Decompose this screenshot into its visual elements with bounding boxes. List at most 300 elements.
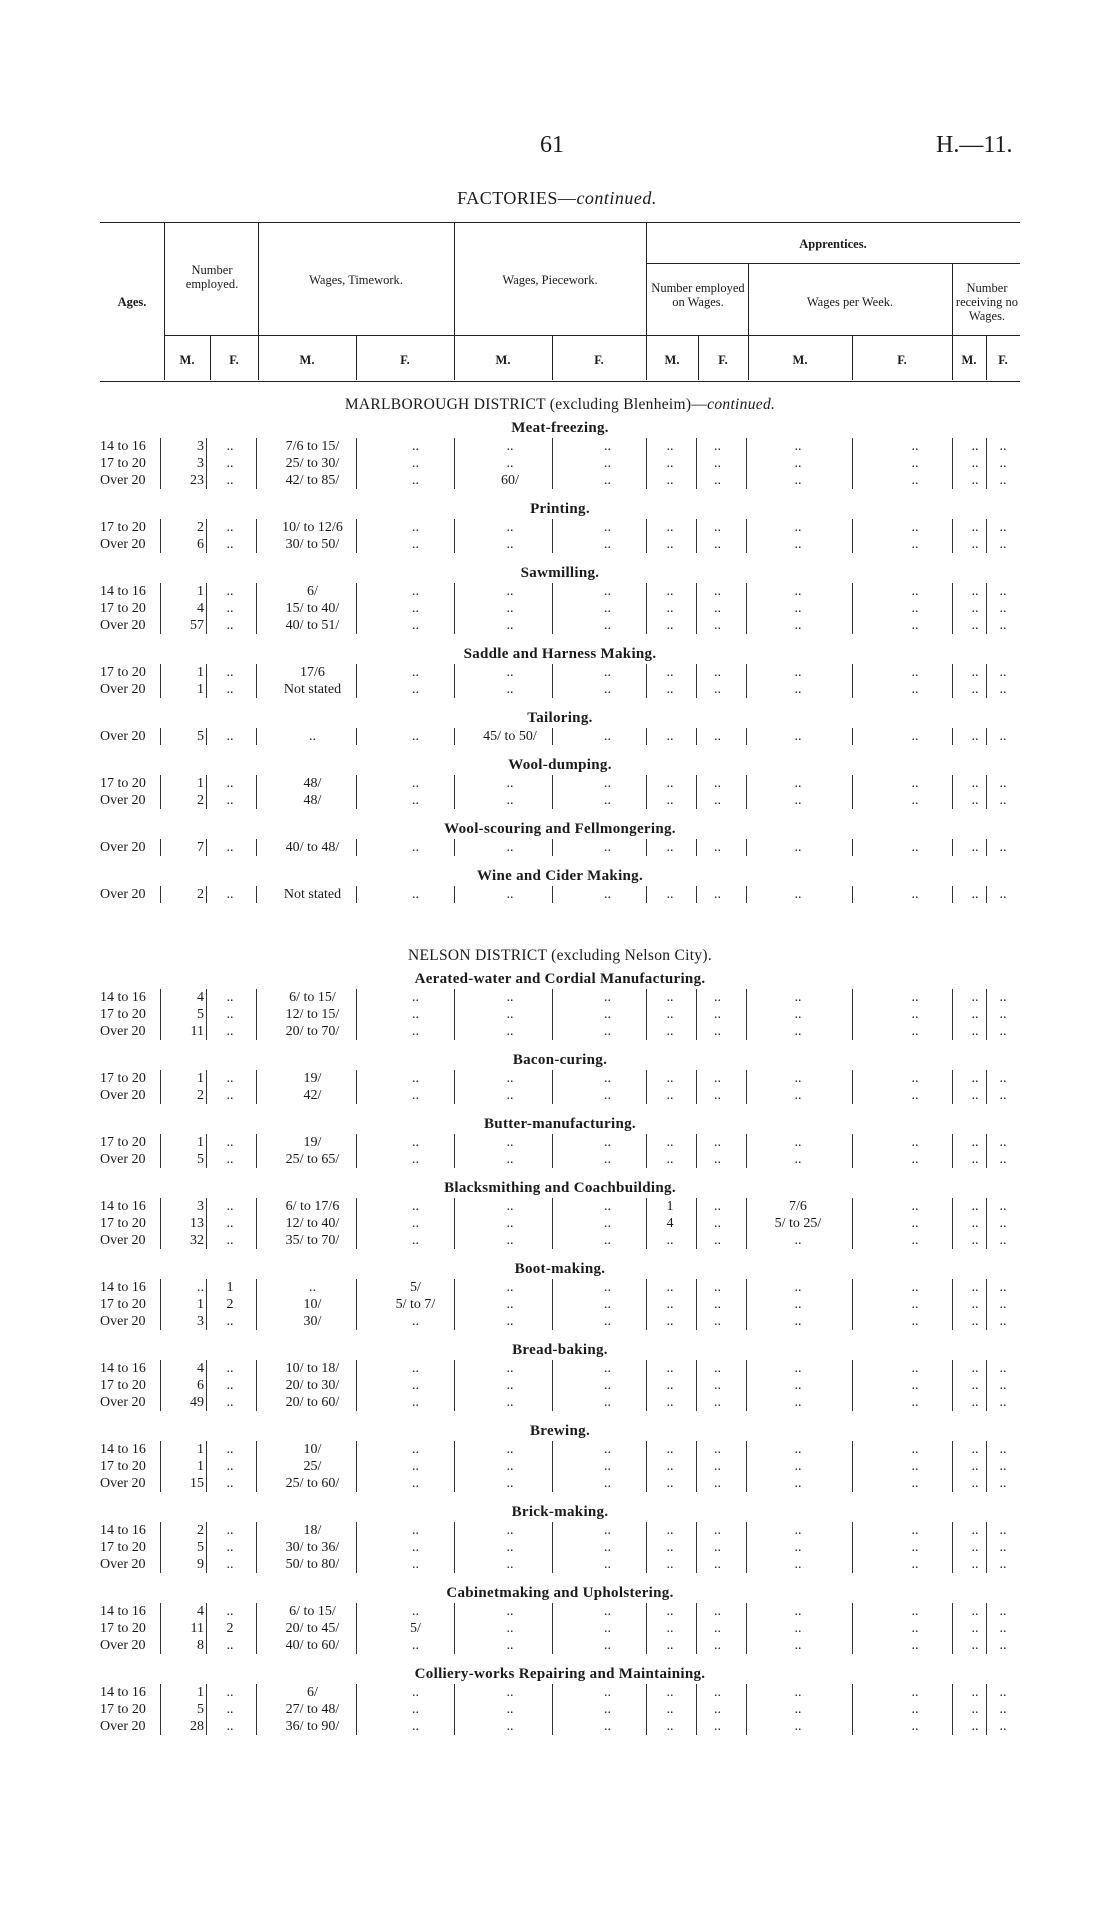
cell-age: 14 to 16 bbox=[100, 1280, 146, 1295]
cell-age: Over 20 bbox=[100, 793, 146, 808]
cell-nrm: .. bbox=[971, 1314, 979, 1329]
cell-nrf: .. bbox=[999, 520, 1007, 535]
cell-wtm: 50/ to 80/ bbox=[285, 1557, 340, 1572]
cell-nrf: .. bbox=[999, 1378, 1007, 1393]
cell-awm: .. bbox=[794, 1540, 802, 1555]
cell-am: .. bbox=[666, 1152, 674, 1167]
cell-am: .. bbox=[666, 1378, 674, 1393]
cell-wpm: .. bbox=[506, 1685, 514, 1700]
cell-nf: .. bbox=[226, 1476, 234, 1491]
cell-age: 17 to 20 bbox=[100, 1135, 146, 1150]
table-row bbox=[100, 1684, 1020, 1701]
table-row bbox=[100, 1701, 1020, 1718]
table-row bbox=[100, 1522, 1020, 1539]
cell-nrf: .. bbox=[999, 1719, 1007, 1734]
cell-wpf: .. bbox=[604, 456, 611, 471]
column-rule bbox=[746, 775, 747, 792]
cell-wpf: .. bbox=[604, 1442, 611, 1457]
column-rule bbox=[852, 536, 853, 553]
cell-nm: 11 bbox=[190, 1621, 204, 1636]
cell-nf: 2 bbox=[226, 1297, 234, 1312]
cell-wtf: .. bbox=[412, 1152, 419, 1167]
cell-am: .. bbox=[666, 1395, 674, 1410]
cell-wtf: .. bbox=[412, 1557, 419, 1572]
cell-wtf: .. bbox=[412, 793, 419, 808]
cell-nrm: .. bbox=[971, 1557, 979, 1572]
cell-wpm: .. bbox=[506, 665, 514, 680]
cell-am: .. bbox=[666, 682, 674, 697]
cell-nf: .. bbox=[226, 1233, 234, 1248]
column-rule bbox=[852, 681, 853, 698]
cell-af: .. bbox=[714, 1719, 721, 1734]
cell-awf: .. bbox=[911, 1476, 919, 1491]
column-rule bbox=[206, 617, 207, 634]
column-rule bbox=[746, 1360, 747, 1377]
cell-nm: 28 bbox=[190, 1719, 204, 1734]
cell-age: 17 to 20 bbox=[100, 1621, 146, 1636]
cell-wpm: .. bbox=[506, 1459, 514, 1474]
cell-am: .. bbox=[666, 1540, 674, 1555]
cell-af: .. bbox=[714, 1702, 721, 1717]
column-rule bbox=[746, 1134, 747, 1151]
table-row bbox=[100, 1475, 1020, 1492]
column-rule bbox=[746, 1087, 747, 1104]
column-rule bbox=[256, 1006, 257, 1023]
cell-wtm: 40/ to 60/ bbox=[285, 1638, 340, 1653]
cell-am: .. bbox=[666, 473, 674, 488]
cell-nrf: .. bbox=[999, 1314, 1007, 1329]
cell-nrm: .. bbox=[971, 1071, 979, 1086]
cell-awf: .. bbox=[911, 1152, 919, 1167]
cell-awf: .. bbox=[911, 729, 919, 744]
cell-am: .. bbox=[666, 1088, 674, 1103]
cell-am: .. bbox=[666, 1233, 674, 1248]
cell-awm: .. bbox=[794, 601, 802, 616]
cell-wpf: .. bbox=[604, 990, 611, 1005]
cell-nrf: .. bbox=[999, 1007, 1007, 1022]
column-rule bbox=[746, 1458, 747, 1475]
column-rule bbox=[256, 1087, 257, 1104]
table-row bbox=[100, 455, 1020, 472]
column-rule bbox=[746, 839, 747, 856]
cell-age: 17 to 20 bbox=[100, 1297, 146, 1312]
cell-awm: .. bbox=[794, 1557, 802, 1572]
cell-wpm: .. bbox=[506, 793, 514, 808]
column-rule bbox=[256, 1377, 257, 1394]
cell-am: .. bbox=[666, 456, 674, 471]
cell-af: .. bbox=[714, 887, 721, 902]
cell-af: .. bbox=[714, 473, 721, 488]
cell-age: 17 to 20 bbox=[100, 776, 146, 791]
cell-af: .. bbox=[714, 1523, 721, 1538]
cell-wtf: .. bbox=[412, 682, 419, 697]
cell-age: 14 to 16 bbox=[100, 1199, 146, 1214]
cell-wpm: .. bbox=[506, 840, 514, 855]
cell-af: .. bbox=[714, 537, 721, 552]
cell-am: .. bbox=[666, 1523, 674, 1538]
industry-heading: Colliery-works Repairing and Maintaining. bbox=[414, 1666, 706, 1682]
cell-age: 17 to 20 bbox=[100, 1007, 146, 1022]
cell-af: .. bbox=[714, 1621, 721, 1636]
column-rule bbox=[746, 1539, 747, 1556]
cell-wtm: 48/ bbox=[303, 793, 322, 808]
column-rule bbox=[206, 1718, 207, 1735]
cell-wtm: 10/ to 18/ bbox=[285, 1361, 340, 1376]
cell-wtf: .. bbox=[412, 1007, 419, 1022]
cell-awf: .. bbox=[911, 1007, 919, 1022]
cell-nrf: .. bbox=[999, 1024, 1007, 1039]
cell-wpm: .. bbox=[506, 1719, 514, 1734]
table-body bbox=[100, 386, 1020, 1735]
column-rule bbox=[206, 1458, 207, 1475]
cell-af: .. bbox=[714, 1540, 721, 1555]
cell-age: 17 to 20 bbox=[100, 1378, 146, 1393]
header-ages: Ages. bbox=[117, 295, 147, 309]
column-rule bbox=[256, 1637, 257, 1654]
cell-nrm: .. bbox=[971, 1199, 979, 1214]
cell-nm: 1 bbox=[197, 682, 204, 697]
cell-awf: .. bbox=[911, 990, 919, 1005]
cell-nf: .. bbox=[226, 1152, 234, 1167]
column-rule bbox=[206, 1151, 207, 1168]
title-suffix: continued. bbox=[576, 188, 657, 208]
column-rule bbox=[746, 1232, 747, 1249]
column-rule bbox=[256, 1394, 257, 1411]
cell-wpm: .. bbox=[506, 1199, 514, 1214]
column-rule bbox=[256, 438, 257, 455]
cell-am: .. bbox=[666, 1685, 674, 1700]
cell-am: .. bbox=[666, 1071, 674, 1086]
cell-nrf: .. bbox=[999, 456, 1007, 471]
cell-nrm: .. bbox=[971, 1540, 979, 1555]
cell-wtm: .. bbox=[309, 729, 316, 744]
cell-awf: .. bbox=[911, 1459, 919, 1474]
cell-nm: 5 bbox=[197, 1152, 204, 1167]
cell-am: .. bbox=[666, 665, 674, 680]
cell-nf: .. bbox=[226, 1442, 234, 1457]
cell-wtm: 20/ to 45/ bbox=[285, 1621, 340, 1636]
cell-wpm: .. bbox=[506, 1361, 514, 1376]
cell-nf: .. bbox=[226, 456, 234, 471]
cell-af: .. bbox=[714, 665, 721, 680]
column-rule bbox=[852, 1637, 853, 1654]
cell-am: .. bbox=[666, 990, 674, 1005]
column-rule bbox=[852, 1684, 853, 1701]
column-rule bbox=[746, 1441, 747, 1458]
cell-nf: .. bbox=[226, 729, 234, 744]
cell-age: 17 to 20 bbox=[100, 665, 146, 680]
cell-wpf: .. bbox=[604, 439, 611, 454]
column-rule bbox=[852, 1539, 853, 1556]
cell-wpf: .. bbox=[604, 1395, 611, 1410]
column-rule bbox=[852, 438, 853, 455]
cell-awf: .. bbox=[911, 601, 919, 616]
cell-age: Over 20 bbox=[100, 729, 146, 744]
column-rule bbox=[852, 1360, 853, 1377]
cell-age: Over 20 bbox=[100, 537, 146, 552]
column-rule bbox=[746, 1279, 747, 1296]
cell-af: .. bbox=[714, 1557, 721, 1572]
cell-nf: .. bbox=[226, 618, 234, 633]
table-row bbox=[100, 1232, 1020, 1249]
industry-heading: Boot-making. bbox=[514, 1261, 606, 1277]
column-rule bbox=[256, 1215, 257, 1232]
cell-nrf: .. bbox=[999, 1523, 1007, 1538]
cell-wtf: .. bbox=[412, 584, 419, 599]
cell-wtf: .. bbox=[412, 1071, 419, 1086]
column-rule bbox=[256, 519, 257, 536]
cell-nrf: .. bbox=[999, 1199, 1007, 1214]
column-rule bbox=[852, 1023, 853, 1040]
cell-af: .. bbox=[714, 1604, 721, 1619]
cell-wpm: .. bbox=[506, 1621, 514, 1636]
cell-wpm: .. bbox=[506, 1216, 514, 1231]
cell-nf: .. bbox=[226, 1702, 234, 1717]
cell-wpm: .. bbox=[506, 584, 514, 599]
cell-nf: .. bbox=[226, 990, 234, 1005]
cell-am: 4 bbox=[666, 1216, 674, 1231]
cell-awm: .. bbox=[794, 1361, 802, 1376]
cell-wtm: 10/ bbox=[303, 1442, 322, 1457]
cell-nrf: .. bbox=[999, 1557, 1007, 1572]
cell-nf: .. bbox=[226, 439, 234, 454]
cell-nm: 8 bbox=[197, 1638, 204, 1653]
cell-awm: .. bbox=[794, 665, 802, 680]
column-rule bbox=[746, 1620, 747, 1637]
cell-af: .. bbox=[714, 520, 721, 535]
column-rule bbox=[852, 583, 853, 600]
column-rule bbox=[746, 536, 747, 553]
cell-am: .. bbox=[666, 537, 674, 552]
cell-nf: .. bbox=[226, 1540, 234, 1555]
table-row bbox=[100, 1087, 1020, 1104]
column-rule bbox=[852, 519, 853, 536]
cell-awm: .. bbox=[794, 1071, 802, 1086]
column-rule bbox=[256, 1360, 257, 1377]
header-wages-timework: Wages, Timework. bbox=[309, 273, 403, 287]
cell-wpm: .. bbox=[506, 1088, 514, 1103]
cell-nf: 1 bbox=[226, 1280, 234, 1295]
cell-af: .. bbox=[714, 1685, 721, 1700]
table-header bbox=[100, 222, 1020, 382]
cell-am: .. bbox=[666, 520, 674, 535]
column-rule bbox=[746, 519, 747, 536]
cell-wpm: .. bbox=[506, 1395, 514, 1410]
cell-awm: .. bbox=[794, 1088, 802, 1103]
column-rule bbox=[206, 1539, 207, 1556]
cell-awm: .. bbox=[794, 1604, 802, 1619]
cell-nf: .. bbox=[226, 1024, 234, 1039]
cell-awf: .. bbox=[911, 537, 919, 552]
cell-awm: .. bbox=[794, 520, 802, 535]
column-rule bbox=[852, 1620, 853, 1637]
cell-wpf: .. bbox=[604, 1280, 611, 1295]
cell-nrm: .. bbox=[971, 1216, 979, 1231]
cell-am: .. bbox=[666, 1297, 674, 1312]
industry-heading: Printing. bbox=[530, 501, 590, 517]
cell-nf: .. bbox=[226, 1361, 234, 1376]
cell-awm: .. bbox=[794, 1442, 802, 1457]
cell-wtm: 25/ bbox=[303, 1459, 322, 1474]
cell-nm: 1 bbox=[197, 1459, 204, 1474]
cell-wtm: 10/ to 12/6 bbox=[282, 520, 343, 535]
cell-nrf: .. bbox=[999, 1476, 1007, 1491]
table-row bbox=[100, 681, 1020, 698]
cell-nm: 1 bbox=[197, 776, 204, 791]
table-row bbox=[100, 472, 1020, 489]
cell-wtf: .. bbox=[412, 1233, 419, 1248]
industry-heading: Wool-scouring and Fellmongering. bbox=[444, 821, 676, 837]
column-rule bbox=[256, 1475, 257, 1492]
cell-age: Over 20 bbox=[100, 840, 146, 855]
cell-age: 14 to 16 bbox=[100, 1604, 146, 1619]
cell-nf: .. bbox=[226, 1216, 234, 1231]
column-rule bbox=[746, 1718, 747, 1735]
cell-wpf: .. bbox=[604, 584, 611, 599]
cell-awf: .. bbox=[911, 682, 919, 697]
cell-nrf: .. bbox=[999, 618, 1007, 633]
cell-wtf: .. bbox=[412, 1476, 419, 1491]
cell-wtf: .. bbox=[412, 1523, 419, 1538]
cell-nrf: .. bbox=[999, 665, 1007, 680]
cell-af: .. bbox=[714, 584, 721, 599]
cell-wpm: .. bbox=[506, 1540, 514, 1555]
cell-nrm: .. bbox=[971, 1638, 979, 1653]
column-rule bbox=[746, 472, 747, 489]
cell-af: .. bbox=[714, 1152, 721, 1167]
cell-wtm: 15/ to 40/ bbox=[285, 601, 340, 616]
cell-wpf: .. bbox=[604, 1604, 611, 1619]
cell-awf: .. bbox=[911, 1621, 919, 1636]
cell-wtm: Not stated bbox=[283, 682, 342, 697]
cell-nm: 6 bbox=[197, 1378, 204, 1393]
cell-wpm: .. bbox=[506, 682, 514, 697]
table-row bbox=[100, 1215, 1020, 1232]
column-rule bbox=[746, 1151, 747, 1168]
cell-wtm: 19/ bbox=[303, 1135, 322, 1150]
cell-nrm: .. bbox=[971, 1476, 979, 1491]
cell-nrf: .. bbox=[999, 601, 1007, 616]
cell-nrf: .. bbox=[999, 1233, 1007, 1248]
cell-awm: .. bbox=[794, 1621, 802, 1636]
cell-nrm: .. bbox=[971, 1702, 979, 1717]
cell-nm: 1 bbox=[197, 584, 204, 599]
cell-am: .. bbox=[666, 1135, 674, 1150]
column-rule bbox=[256, 472, 257, 489]
column-rule bbox=[746, 617, 747, 634]
column-rule bbox=[852, 1215, 853, 1232]
cell-wtf: .. bbox=[412, 1685, 419, 1700]
column-rule bbox=[256, 886, 257, 903]
column-rule bbox=[852, 1603, 853, 1620]
table-row bbox=[100, 617, 1020, 634]
cell-nrf: .. bbox=[999, 1638, 1007, 1653]
column-rule bbox=[746, 1522, 747, 1539]
column-rule bbox=[206, 1198, 207, 1215]
cell-wtf: .. bbox=[412, 1314, 419, 1329]
cell-awf: .. bbox=[911, 1685, 919, 1700]
cell-nm: 1 bbox=[197, 665, 204, 680]
column-rule bbox=[256, 989, 257, 1006]
table-row bbox=[100, 536, 1020, 553]
cell-nf: .. bbox=[226, 1523, 234, 1538]
column-rule bbox=[206, 775, 207, 792]
cell-am: .. bbox=[666, 439, 674, 454]
cell-awf: .. bbox=[911, 1557, 919, 1572]
cell-awf: .. bbox=[911, 1719, 919, 1734]
cell-awm: .. bbox=[794, 793, 802, 808]
cell-am: .. bbox=[666, 1007, 674, 1022]
industry-heading: Aerated-water and Cordial Manufacturing. bbox=[414, 971, 706, 987]
column-rule bbox=[852, 1556, 853, 1573]
cell-wpm: 45/ to 50/ bbox=[483, 729, 537, 744]
header-number-employed: Number employed. bbox=[185, 263, 239, 291]
cell-awm: .. bbox=[794, 1719, 802, 1734]
column-rule bbox=[256, 1441, 257, 1458]
cell-am: .. bbox=[666, 601, 674, 616]
column-rule bbox=[852, 1394, 853, 1411]
cell-nrm: .. bbox=[971, 473, 979, 488]
cell-wpm: .. bbox=[506, 1297, 514, 1312]
cell-awf: .. bbox=[911, 1442, 919, 1457]
cell-af: .. bbox=[714, 456, 721, 471]
header-m: M. bbox=[495, 353, 511, 367]
header-f: F. bbox=[229, 353, 239, 367]
cell-wpf: .. bbox=[604, 682, 611, 697]
column-rule bbox=[746, 1296, 747, 1313]
cell-nf: .. bbox=[226, 1395, 234, 1410]
cell-nrm: .. bbox=[971, 840, 979, 855]
column-rule bbox=[256, 600, 257, 617]
cell-awf: .. bbox=[911, 1297, 919, 1312]
cell-wtf: .. bbox=[412, 1459, 419, 1474]
header-m: M. bbox=[299, 353, 315, 367]
cell-wpm: .. bbox=[506, 520, 514, 535]
table-row bbox=[100, 1070, 1020, 1087]
column-rule bbox=[206, 1475, 207, 1492]
header-app-number-employed: Number employed on Wages. bbox=[651, 281, 745, 309]
cell-age: 17 to 20 bbox=[100, 1071, 146, 1086]
column-rule bbox=[206, 519, 207, 536]
cell-awm: .. bbox=[794, 618, 802, 633]
column-rule bbox=[206, 792, 207, 809]
column-rule bbox=[206, 1394, 207, 1411]
column-rule bbox=[256, 1070, 257, 1087]
cell-nm: 5 bbox=[197, 1702, 204, 1717]
cell-nm: 32 bbox=[190, 1233, 204, 1248]
column-rule bbox=[206, 1134, 207, 1151]
column-rule bbox=[256, 455, 257, 472]
cell-nm: 2 bbox=[197, 793, 204, 808]
cell-wpm: 60/ bbox=[501, 473, 519, 488]
column-rule bbox=[852, 1006, 853, 1023]
cell-nm: 3 bbox=[197, 456, 204, 471]
cell-nf: .. bbox=[226, 1685, 234, 1700]
cell-af: .. bbox=[714, 1199, 721, 1214]
cell-wtf: .. bbox=[412, 601, 419, 616]
column-rule bbox=[852, 600, 853, 617]
cell-nf: .. bbox=[226, 1135, 234, 1150]
cell-awm: .. bbox=[794, 473, 802, 488]
cell-awf: .. bbox=[911, 1604, 919, 1619]
cell-am: .. bbox=[666, 1361, 674, 1376]
table-row bbox=[100, 728, 1020, 745]
cell-nrf: .. bbox=[999, 1621, 1007, 1636]
cell-awm: .. bbox=[794, 1280, 802, 1295]
cell-nrm: .. bbox=[971, 1361, 979, 1376]
cell-wtm: 40/ to 48/ bbox=[285, 840, 340, 855]
cell-wtm: 42/ bbox=[303, 1088, 322, 1103]
